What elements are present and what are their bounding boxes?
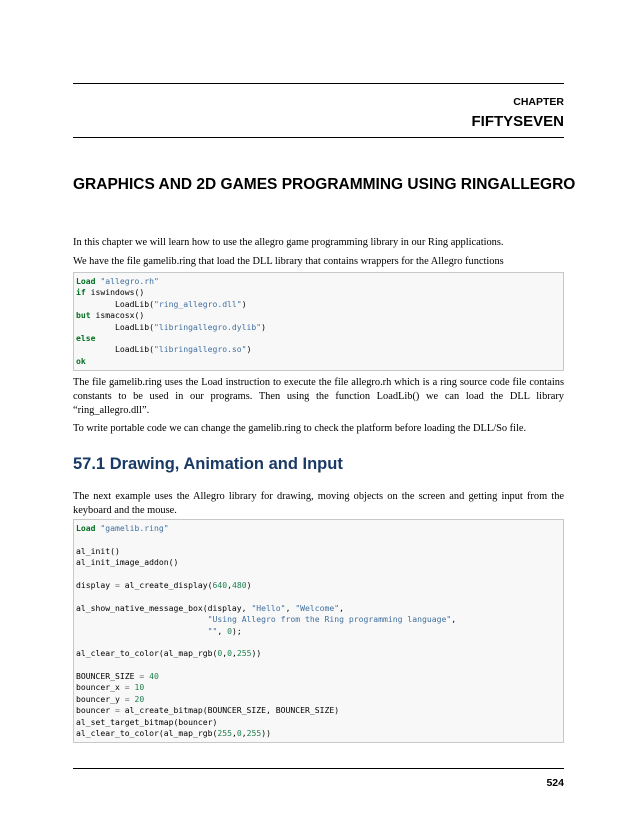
code-line (76, 276, 561, 287)
code-token: ); (231, 625, 242, 636)
code-line (76, 728, 561, 739)
code-token: 10 (134, 682, 145, 693)
code-token: 0 (227, 625, 232, 636)
code-block-example (73, 519, 564, 743)
code-token: ) (261, 321, 267, 332)
code-token: "libringallegro.so" (153, 344, 247, 355)
code-token: 0 (227, 648, 232, 659)
code-token: BOUNCER_SIZE (76, 671, 140, 682)
code-token: 0 (236, 728, 242, 739)
code-token: , (217, 625, 228, 636)
code-line (76, 546, 561, 557)
code-token: , (231, 728, 237, 739)
code-line (76, 557, 561, 568)
code-token: LoadLib( (76, 321, 154, 332)
code-line (76, 705, 561, 716)
code-line (76, 523, 561, 534)
code-token: 40 (149, 671, 159, 682)
code-line (76, 287, 561, 298)
code-token: al_clear_to_color(al_map_rgb( (76, 728, 218, 739)
code-line (76, 333, 561, 344)
code-token: al_show_native_message_box(display, (76, 602, 252, 613)
code-line (76, 344, 561, 355)
code-token: bouncer_x (76, 682, 125, 693)
code-token: LoadLib( (76, 298, 154, 309)
code-line (76, 626, 561, 637)
code-line (76, 310, 561, 321)
code-token: 255 (236, 648, 252, 659)
page-title: GRAPHICS AND 2D GAMES PROGRAMMING USING RINGALLEGRO (73, 176, 576, 193)
code-token: Load (76, 523, 96, 533)
code-token: , (339, 602, 345, 613)
code-token: , (241, 728, 247, 739)
header-rule-top (73, 83, 564, 84)
code-token: 255 (217, 728, 232, 739)
code-token: , (222, 648, 228, 659)
code-line (76, 694, 561, 705)
code-token: al_create_display( (119, 579, 213, 590)
section-title: 57.1 Drawing, Animation and Input (73, 455, 343, 473)
code-line (76, 603, 561, 614)
code-token: 480 (231, 579, 247, 590)
code-token: "Using Allegro from the Ring programming language" (207, 614, 452, 625)
code-line (76, 637, 561, 648)
code-token: "libringallegro.dylib" (153, 321, 262, 332)
code-token: "ring_allegro.dll" (153, 298, 242, 309)
code-token: "Welcome" (295, 602, 340, 613)
code-token: if (76, 287, 86, 298)
explanation-paragraph: The file gamelib.ring uses the Load instruction to execute the file allegro.rh which is a ring source code file contains constants to be used in our programs. Then using the function LoadLib() we can load the DLL library “ring_allegro.dll”. (73, 377, 564, 416)
code-block-gamelib (73, 272, 564, 371)
code-token: ) (241, 298, 247, 309)
code-token: = (114, 705, 120, 716)
code-line (76, 580, 561, 591)
code-token: ) (246, 579, 252, 590)
intro-paragraph-2: We have the file gamelib.ring that load the DLL library that contains wrappers for the Allegro functions (73, 256, 504, 267)
chapter-name: FIFTYSEVEN (471, 113, 564, 130)
code-line (76, 682, 561, 693)
code-token: , (451, 614, 457, 625)
code-token (76, 626, 208, 636)
code-token: al_init_image_addon() (76, 557, 179, 568)
code-line (76, 356, 561, 367)
code-line (76, 660, 561, 671)
code-token: , (227, 579, 232, 590)
intro-paragraph-1: In this chapter we will learn how to use the allegro game programming library in our Ring applications. (73, 237, 504, 248)
code-token: bouncer_y (76, 693, 125, 704)
code-line (76, 717, 561, 728)
code-token (76, 614, 208, 624)
code-token: but (76, 310, 91, 321)
code-token: Load (76, 276, 96, 286)
code-line (76, 534, 561, 545)
code-token: , (285, 602, 296, 613)
code-line (76, 322, 561, 333)
code-token: display (76, 579, 115, 590)
section-paragraph: The next example uses the Allegro library for drawing, moving objects on the screen and getting input from the keyboard and the mouse. (73, 491, 564, 516)
code-token: = (124, 693, 130, 704)
code-token: al_create_bitmap(BOUNCER_SIZE, BOUNCER_SIZE) (119, 705, 340, 716)
code-token: else (76, 332, 96, 343)
code-line (76, 614, 561, 625)
code-line (76, 671, 561, 682)
code-line (76, 569, 561, 580)
code-token: "allegro.rh" (100, 276, 159, 286)
code-token: 640 (212, 579, 228, 590)
code-token: al_set_target_bitmap(bouncer) (76, 716, 218, 727)
header-rule-bottom (73, 137, 564, 138)
code-token: ) (246, 344, 252, 355)
code-token: 20 (134, 693, 145, 704)
code-token: ismacosx() (90, 310, 145, 321)
code-token: ok (76, 355, 86, 366)
code-token: , (231, 648, 237, 659)
code-line (76, 299, 561, 310)
code-token: = (114, 579, 120, 590)
code-token: "gamelib.ring" (100, 523, 169, 533)
footer-rule (73, 768, 564, 769)
code-token: LoadLib( (76, 344, 154, 355)
code-token: al_clear_to_color(al_map_rgb( (76, 648, 218, 659)
code-line (76, 591, 561, 602)
code-token: al_init() (76, 545, 120, 556)
code-token: )) (251, 648, 262, 659)
code-token: 0 (217, 648, 223, 659)
code-token: = (139, 671, 145, 682)
code-token: = (124, 682, 130, 693)
code-token: bouncer (76, 705, 115, 716)
portability-paragraph: To write portable code we can change the gamelib.ring to check the platform before loading the DLL/So file. (73, 423, 527, 434)
page-number: 524 (546, 777, 564, 789)
code-token: "" (207, 625, 218, 636)
code-token: iswindows() (85, 287, 145, 298)
code-token: "Hello" (251, 602, 286, 613)
chapter-label: CHAPTER (513, 96, 564, 108)
code-token: 255 (246, 728, 262, 739)
code-line (76, 648, 561, 659)
code-token: )) (261, 728, 271, 739)
